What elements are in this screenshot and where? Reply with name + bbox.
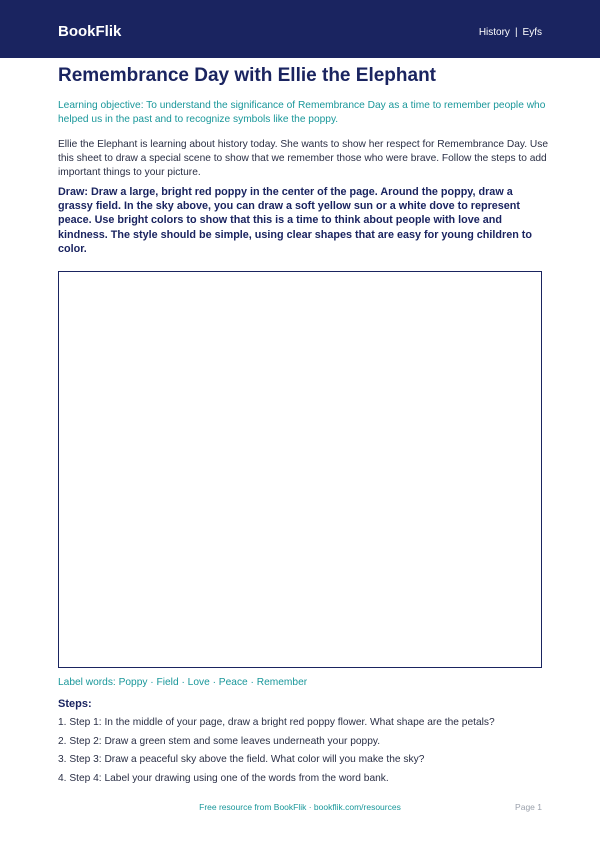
steps-heading: Steps: (58, 698, 92, 710)
footer-credit: Free resource from BookFlik · bookflik.com/resources (199, 802, 401, 812)
intro-paragraph: Ellie the Elephant is learning about history today. She wants to show her respect for Remembrance Day. Use this sheet to draw a special scene to show that we remember those who were brave. Follow the steps to add important things to your picture. (58, 139, 549, 178)
steps-list (58, 716, 558, 790)
subject-level-meta (479, 27, 542, 39)
page-number: Page 1 (515, 802, 542, 812)
draw-prompt: Draw: Draw a large, bright red poppy in the center of the page. Around the poppy, draw a grassy field. In the sky above, you can draw a soft yellow sun or a white dove to represent peace. Use bright colors to show that this is a time to think about people with love and kindness. The style should be simple, using clear shapes that are easy for young children to color. (58, 186, 532, 255)
page-title: Remembrance Day with Ellie the Elephant (58, 65, 436, 86)
brand-logo-text: BookFlik (58, 23, 122, 40)
step-item-3: 3. Step 3: Draw a peaceful sky above the field. What color will you make the sky? (58, 754, 425, 765)
step-item-2: 2. Step 2: Draw a green stem and some leaves underneath your poppy. (58, 735, 381, 747)
step-item-1: 1. Step 1: In the middle of your page, draw a bright red poppy flower. What shape are the petals? (58, 717, 495, 728)
header-bar (0, 0, 600, 58)
level-label: Eyfs (522, 27, 542, 38)
learning-objective: Learning objective: To understand the significance of Remembrance Day as a time to remember people who helped us in the past and to recognize symbols like the poppy. (58, 100, 546, 125)
step-item-4: 4. Step 4: Label your drawing using one of the words from the word bank. (58, 772, 389, 784)
drawing-area[interactable] (58, 271, 542, 668)
meta-separator: | (514, 27, 518, 38)
subject-label: History (478, 27, 510, 38)
label-words: Label words: Poppy · Field · Love · Peace · Remember (58, 677, 308, 688)
